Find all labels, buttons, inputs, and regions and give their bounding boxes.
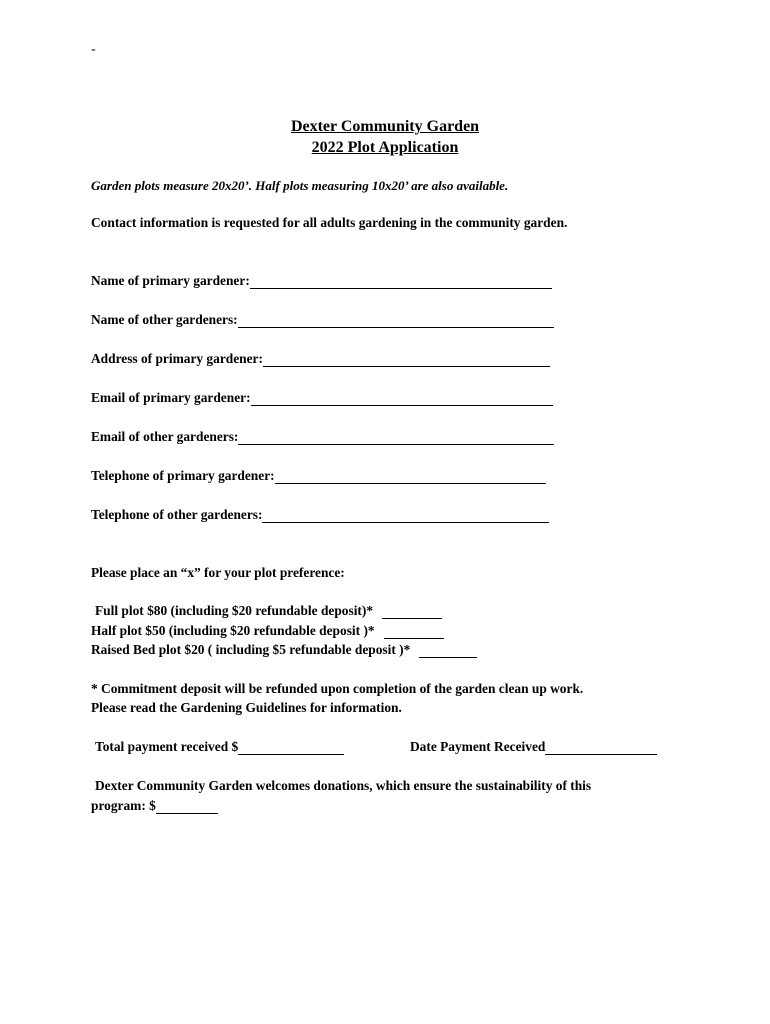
plot-option-raised-bed	[91, 642, 477, 658]
plot-option-label: Half plot $50 (including $20 refundable deposit )*	[91, 623, 375, 638]
phone-others-input[interactable]	[262, 508, 549, 523]
name-primary-input[interactable]	[250, 274, 552, 289]
field-name-others	[91, 312, 554, 328]
half-plot-mark-input[interactable]	[384, 624, 444, 639]
field-label: Telephone of primary gardener:	[91, 468, 275, 483]
field-address-primary	[91, 351, 550, 367]
donation-note: Dexter Community Garden welcomes donations, which ensure the sustainability of this	[95, 778, 592, 793]
plot-option-full	[95, 603, 442, 619]
field-email-others	[91, 429, 554, 445]
plot-preference-prompt: Please place an “x” for your plot preference:	[91, 565, 345, 580]
guidelines-note: Please read the Gardening Guidelines for information.	[91, 700, 402, 715]
total-payment-row	[95, 739, 344, 755]
total-payment-label: Total payment received $	[95, 739, 239, 754]
plot-option-half	[91, 623, 444, 639]
email-others-input[interactable]	[238, 430, 554, 445]
total-payment-input[interactable]	[238, 740, 344, 755]
full-plot-mark-input[interactable]	[382, 604, 442, 619]
plot-option-label: Full plot $80 (including $20 refundable deposit)*	[95, 603, 374, 618]
field-name-primary	[91, 273, 552, 289]
donation-row	[91, 798, 218, 814]
refund-note: * Commitment deposit will be refunded upon completion of the garden clean up work.	[91, 681, 584, 696]
field-label: Telephone of other gardeners:	[91, 507, 263, 522]
corner-mark: -	[91, 42, 96, 57]
field-label: Name of other gardeners:	[91, 312, 238, 327]
plot-size-note: Garden plots measure 20x20’. Half plots measuring 10x20’ are also available.	[91, 178, 509, 193]
address-primary-input[interactable]	[263, 352, 550, 367]
payment-date-input[interactable]	[545, 740, 657, 755]
raised-bed-mark-input[interactable]	[419, 643, 477, 658]
payment-date-label: Date Payment Received	[410, 739, 546, 754]
field-phone-others	[91, 507, 549, 523]
field-phone-primary	[91, 468, 546, 484]
form-subtitle: 2022 Plot Application	[311, 139, 459, 156]
email-primary-input[interactable]	[251, 391, 553, 406]
plot-option-label: Raised Bed plot $20 ( including $5 refundable deposit )*	[91, 642, 411, 657]
field-email-primary	[91, 390, 553, 406]
field-label: Address of primary gardener:	[91, 351, 263, 366]
name-others-input[interactable]	[238, 313, 554, 328]
donation-amount-input[interactable]	[156, 799, 218, 814]
donation-label: program: $	[91, 798, 156, 813]
field-label: Email of other gardeners:	[91, 429, 239, 444]
field-label: Email of primary gardener:	[91, 390, 251, 405]
form-title: Dexter Community Garden	[290, 118, 480, 135]
phone-primary-input[interactable]	[275, 469, 546, 484]
field-label: Name of primary gardener:	[91, 273, 250, 288]
contact-note: Contact information is requested for all adults gardening in the community garden.	[91, 215, 568, 230]
payment-date-row	[410, 739, 657, 755]
